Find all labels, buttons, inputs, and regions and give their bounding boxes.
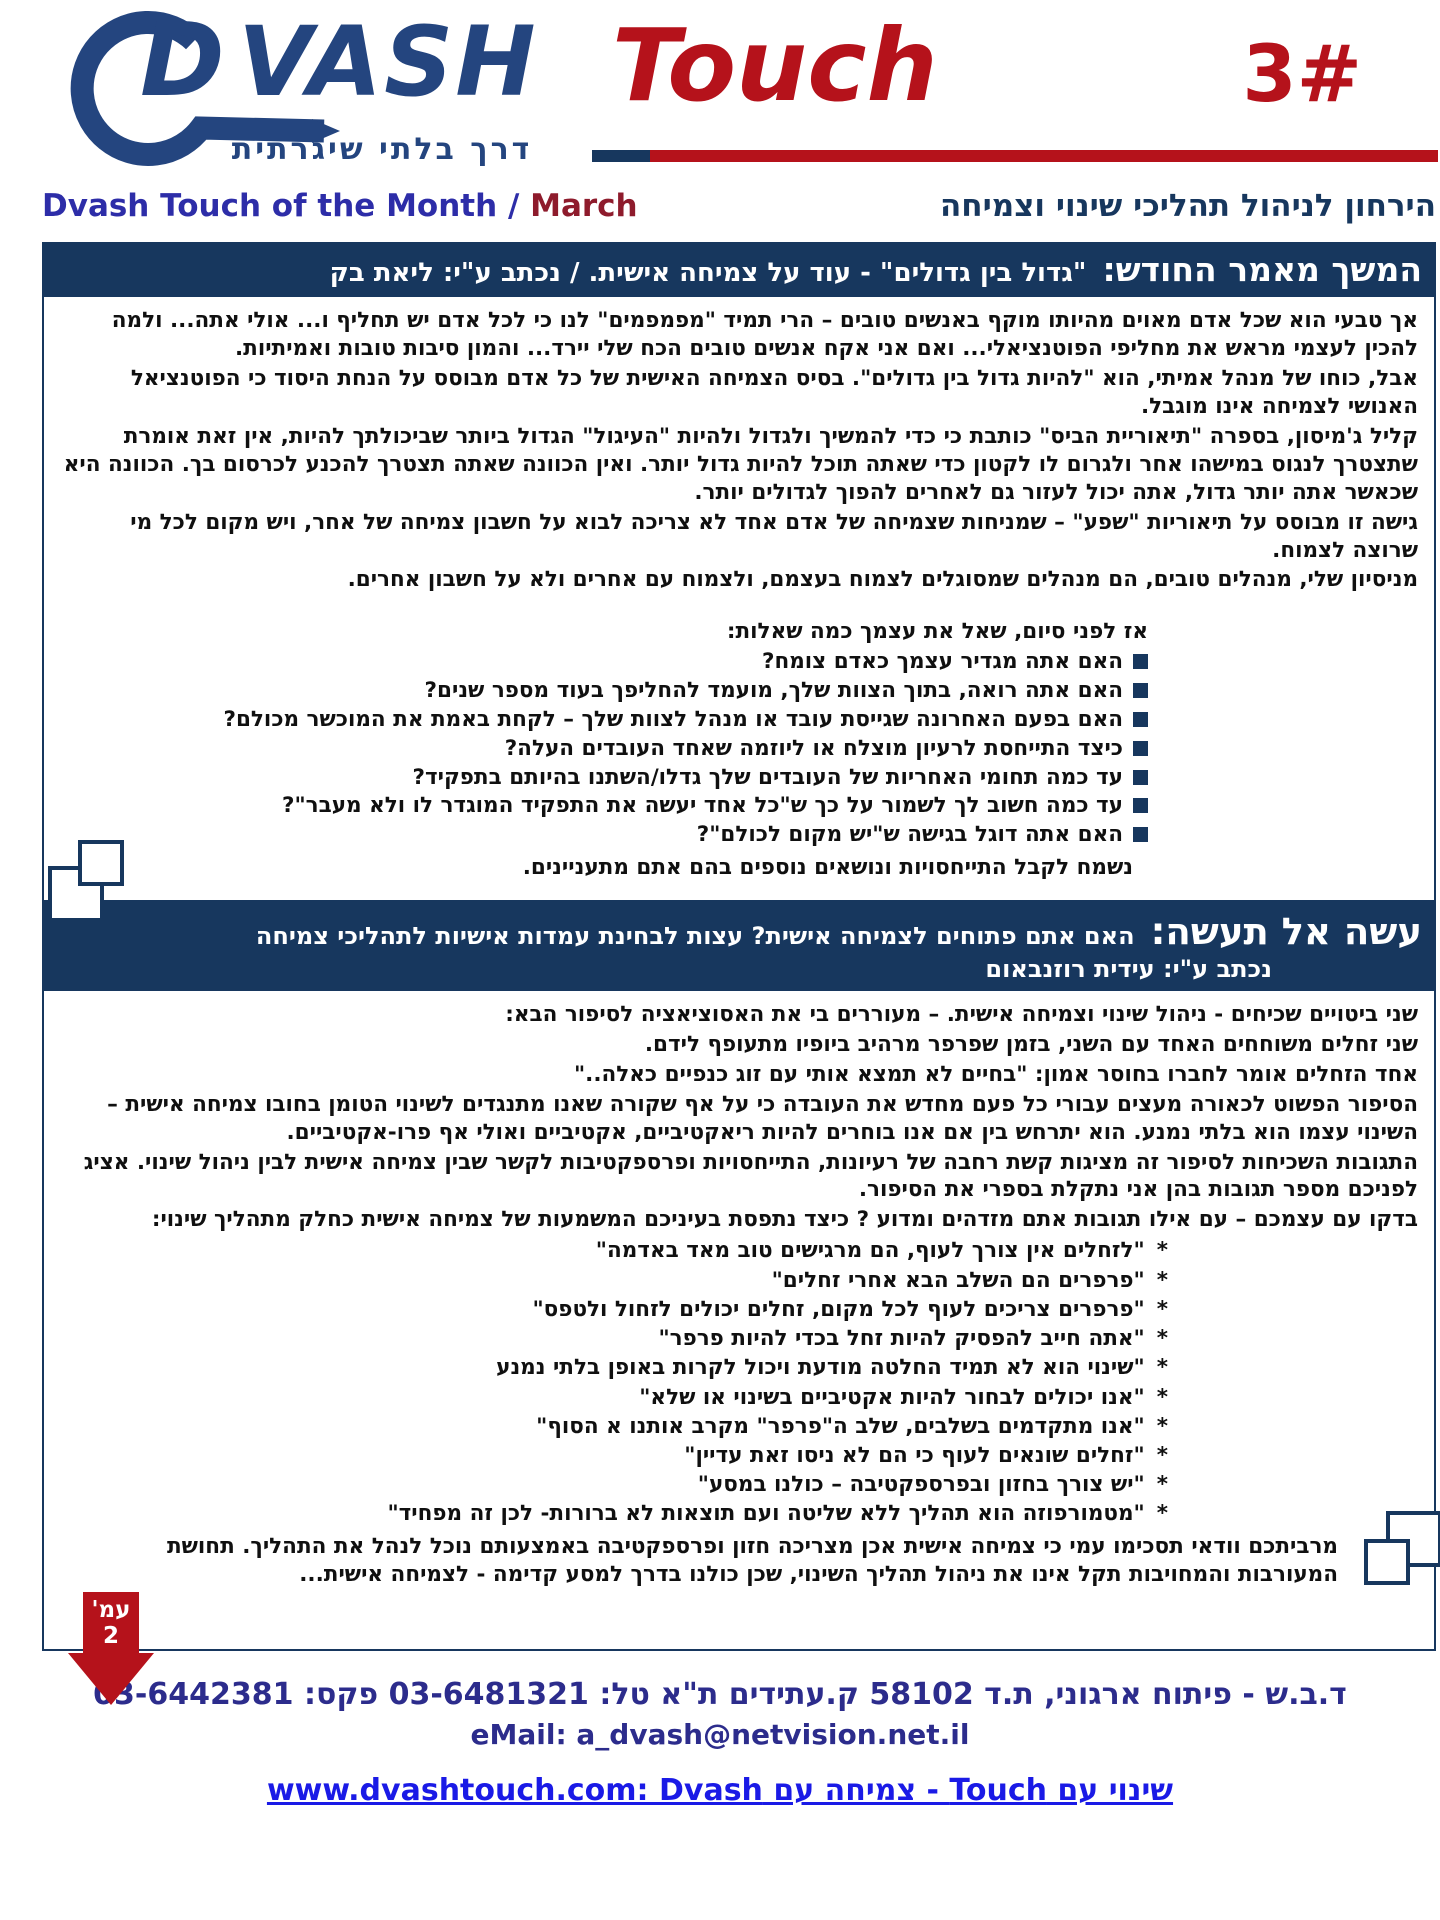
section-article [42,242,1436,902]
section1-body [42,297,1436,902]
header-rule [592,150,1438,162]
list-item [60,1412,1168,1441]
ornament-square-icon [78,840,124,886]
list-item [60,1441,1168,1470]
list-item [60,677,1148,706]
square-bullet-icon [1133,827,1148,842]
asterisk-bullet: * [1156,1267,1168,1293]
subtitle-month: March [530,188,638,224]
list-item [60,1383,1168,1412]
page-2-arrow-label [83,1592,139,1653]
section1-title-bar [42,242,1436,297]
list-item [60,706,1148,735]
asterisk-bullet: * [1156,1326,1168,1352]
paragraph: גישה זו מבוסס על תיאוריות "שפע" – שמניחות שצמיחה של אדם אחד לא צריכה לבוא על חשבון צמיחה של אחר, ויש מקום לכל מי שרוצה לצמוח. [130,509,1418,563]
paragraph: אחד הזחלים אומר לחברו בחוסר אמון: "בחיים לא תמצא אותי עם זוג כנפיים כאלה.." [573,1061,1418,1087]
page-arrow-number: 2 [102,1622,119,1649]
paragraph: התגובות השכיחות לסיפור זה מציגות קשת רחבה של רעיונות, התייחסויות ופרספקטיבות לקשר שבין צמיחה אישית לבין ניהול שינוי. אציג לפניכם מספר תגובות בהן אני נתקלת בספרי את הסיפור. [83,1149,1418,1203]
reaction-text: "מטמורפוזה הוא תהליך ללא שליטה ועם תוצאות לא ברורות- לכן זה מפחיד" [387,1501,1145,1527]
asterisk-bullet: * [1156,1501,1168,1527]
reaction-text: "אנו יכולים לבחור להיות אקטיביים בשינוי או שלא" [639,1384,1145,1410]
logo-tagline: דרך בלתי שיגרתית [231,132,533,167]
paragraph: בדקו עם עצמכם – עם אילו תגובות אתם מזדהים ומדוע ? כיצד נתפסת בעיניכם המשמעות של צמיחה אישית כחלק מתהליך שינוי: [151,1207,1418,1233]
paragraph: שני ביטויים שכיחים - ניהול שינוי וצמיחה אישית. – מעוררים בי את האסוציאציה לסיפור הבא: [505,1001,1418,1027]
paragraph: שני זחלים משוחחים האחד עם השני, בזמן שפרפר מרהיב ביופיו מתעופף לידם. [644,1031,1418,1057]
website-slogan[interactable]: שינוי עם Touch - צמיחה עם Dvash [659,1772,1174,1808]
question-text: כיצד התייחסת לרעיון מוצלח או ליוזמה שאחד העובדים העלה? [504,735,1123,761]
square-bullet-icon [1133,712,1148,727]
reaction-text: "פרפרים צריכים לעוף לכל מקום, זחלים יכולים לזחול ולטפס" [532,1296,1145,1322]
list-item [60,821,1148,850]
arrow-down-icon [68,1653,154,1705]
reaction-text: "שינוי הוא לא תמיד החלטה מודעת ויכול לקרות באופן בלתי נמנע [496,1355,1145,1381]
list-item [60,1353,1168,1382]
question-text: עד כמה תחומי האחריות של העובדים שלך גדלו/השתנו בהיותם בתפקיד? [412,764,1123,790]
paragraph: אך טבעי הוא שכל אדם מאוים מהיותו מוקף באנשים טובים – הרי תמיד "מפמפמים" לנו כי לכל אדם יש תחליף ו... אולי אתה... ולמה להכין לעצמי מראש את מחליפי הפוטנציאלי... ואם אני אקח אנשים טובים הכח שלי יירד... והמון סיבות טובות ואמיתיות. [111,308,1418,361]
website-link[interactable] [267,1773,1173,1808]
question-text: האם אתה מגדיר עצמך כאדם צומח? [762,649,1123,675]
section1-title-lead: המשך מאמר החודש: [1102,250,1422,289]
asterisk-bullet: * [1156,1384,1168,1410]
page-2-arrow [68,1592,154,1705]
section2-title-lead: עשה אל תעשה: [1150,909,1422,953]
list-item [60,764,1148,793]
list-item [60,1266,1168,1295]
footer-address: ד.ב.ש - פיתוח ארגוני, ת.ד 58102 ק.עתידים ת"א טל: 03-6481321 פקס: 03-6442381 [93,1676,1347,1712]
section2-title-bar [42,902,1436,991]
asterisk-bullet: * [1156,1442,1168,1468]
question-text: עד כמה חשוב לך לשמור על כך ש"כל אחד יעשה את התפקיד המוגדר לו ולא מעבר"? [282,793,1123,819]
reactions-list [60,1236,1168,1528]
section1-title-rest: "גדול בין גדולים" - עוד על צמיחה אישית. / נכתב ע"י: ליאת בק [329,258,1087,288]
website-url[interactable]: www.dvashtouch.com: [266,1772,659,1808]
questions-list [60,648,1148,850]
paragraph: אבל, כוחו של מנהל אמיתי, הוא "להיות גדול בין גדולים". בסיס הצמיחה האישית של כל אדם מבוסס על הנחת היסוד כי הפוטנציאל האנושי לצמיחה אינו מוגבל. [130,365,1418,419]
header [0,0,1440,242]
section-do-dont [42,902,1436,1651]
square-bullet-icon [1133,770,1148,785]
section2-closing: מרביתכם וודאי תסכימו עמי כי צמיחה אישית אכן מצריכה חזון ופרספקטיבה באמצעותם נוכל לנהל את התהליך. תחושת המעורבות והמחויבות תקל אינו את ניהול תהליך השינוי, שכן כולנו בדרך למסע קדימה - לצמיחה אישית... [166,1533,1338,1587]
paragraph: מניסיון שלי, מנהלים טובים, הם מנהלים שמסוגלים לצמוח בעצמם, ולצמוח עם אחרים ולא על חשבון אחרים. [347,567,1418,593]
square-bullet-icon [1133,654,1148,669]
footer-email[interactable]: eMail: a_dvash@netvision.net.il [470,1717,970,1751]
page-arrow-word: עמ' [91,1597,131,1624]
question-text: האם בפעם האחרונה שגייסת עובד או מנהל לצוות שלך – לקחת באמת את המוכשר מכולם? [223,706,1123,732]
footer [0,1677,1440,1808]
asterisk-bullet: * [1156,1355,1168,1381]
square-bullet-icon [1133,683,1148,698]
square-bullet-icon [1133,798,1148,813]
subtitle-row [42,188,1436,224]
corner-ornament-squares [48,838,148,934]
reaction-text: "יש צורך בחזון ובפרספקטיבה – כולנו במסע" [697,1472,1145,1498]
section2-byline: נכתב ע"י: עידית רוזנבאום [985,954,1272,983]
subtitle-english-text: Dvash Touch of the Month / [42,188,520,224]
ornament-square-icon [1364,1539,1410,1585]
square-bullet-icon [1133,741,1148,756]
reaction-text: "זחלים שונאים לעוף כי הם לא ניסו זאת עדיין" [684,1442,1145,1468]
question-text: האם אתה דוגל בגישה ש"יש מקום לכולם"? [696,822,1123,848]
question-text: האם אתה רואה, בתוך הצוות שלך, מועמד להחליפך בעוד מספר שנים? [424,678,1123,704]
dvash-logo [42,1,597,183]
subtitle-english [42,188,638,224]
reaction-text: "פרפרים הם השלב הבא אחרי זחלים" [771,1267,1145,1293]
reaction-text: "אתה חייב להפסיק להיות זחל בכדי להיות פרפר" [658,1326,1145,1352]
issue-number: 3# [1242,30,1362,120]
asterisk-bullet: * [1156,1238,1168,1264]
list-item [60,792,1148,821]
list-item [60,1470,1168,1499]
section2-title-rest: האם אתם פתוחים לצמיחה אישית? עצות לבחינת עמדות אישיות לתהליכי צמיחה [255,921,1135,950]
asterisk-bullet: * [1156,1413,1168,1439]
paragraph: הסיפור הפשוט לכאורה מעצים עבורי כל פעם מחדש את העובדה כי על אף שקורה שאנו מתנגדים לשינוי הטומן בחובו צמיחה אישית – השינוי עצמו הוא בלתי נמנע. הוא יתרחש בין אם אנו בוחרים להיות ריאקטיביים, אקטיביים ואולי אף פרו-אקטיביים. [107,1091,1418,1145]
reaction-text: "אנו מתקדמים בשלבים, שלב ה"פרפר" מקרב אותנו א הסוף" [536,1413,1145,1439]
section2-body [42,991,1436,1651]
list-item [60,648,1148,677]
logo-letter-d: D [140,1,225,120]
paragraph: קליל ג'מיסון, בספרה "תיאוריית הביס" כותבת כי כדי להמשיך ולגדול ולהיות "העיגול" הגדול ביותר שביכולתך להיות, אין זאת אומרת שתצטרך לנגוס במישהו אחר ולגרום לו לקטון כדי שאתה תוכל להיות גדול יותר. ואין הכוונה שאתה תצטרך להכנע לכרסום בך. הכוונה היא שכאשר אתה יותר גדול, אתה יכול לעזור גם לאחרים להפוך לגדולים יותר. [63,423,1418,505]
corner-ornament-squares [1354,1505,1440,1597]
header-rule-navy-segment [592,150,650,162]
subtitle-hebrew: הירחון לניהול תהליכי שינוי וצמיחה [940,188,1436,224]
list-item [60,1236,1168,1265]
asterisk-bullet: * [1156,1296,1168,1322]
list-item [60,1295,1168,1324]
section1-closing: נשמח לקבל התייחסויות ונושאים נוספים בהם אתם מתעניינים. [522,854,1133,880]
questions-intro: אז לפני סיום, שאל את עצמך כמה שאלות: [726,619,1148,645]
logo-wordmark: VASH [238,6,538,118]
reaction-text: "לזחלים אין צורך לעוף, הם מרגישים טוב מאד באדמה" [595,1238,1145,1264]
touch-wordmark: Touch [612,7,938,124]
list-item [60,1499,1168,1528]
list-item [60,1324,1168,1353]
list-item [60,735,1148,764]
asterisk-bullet: * [1156,1472,1168,1498]
